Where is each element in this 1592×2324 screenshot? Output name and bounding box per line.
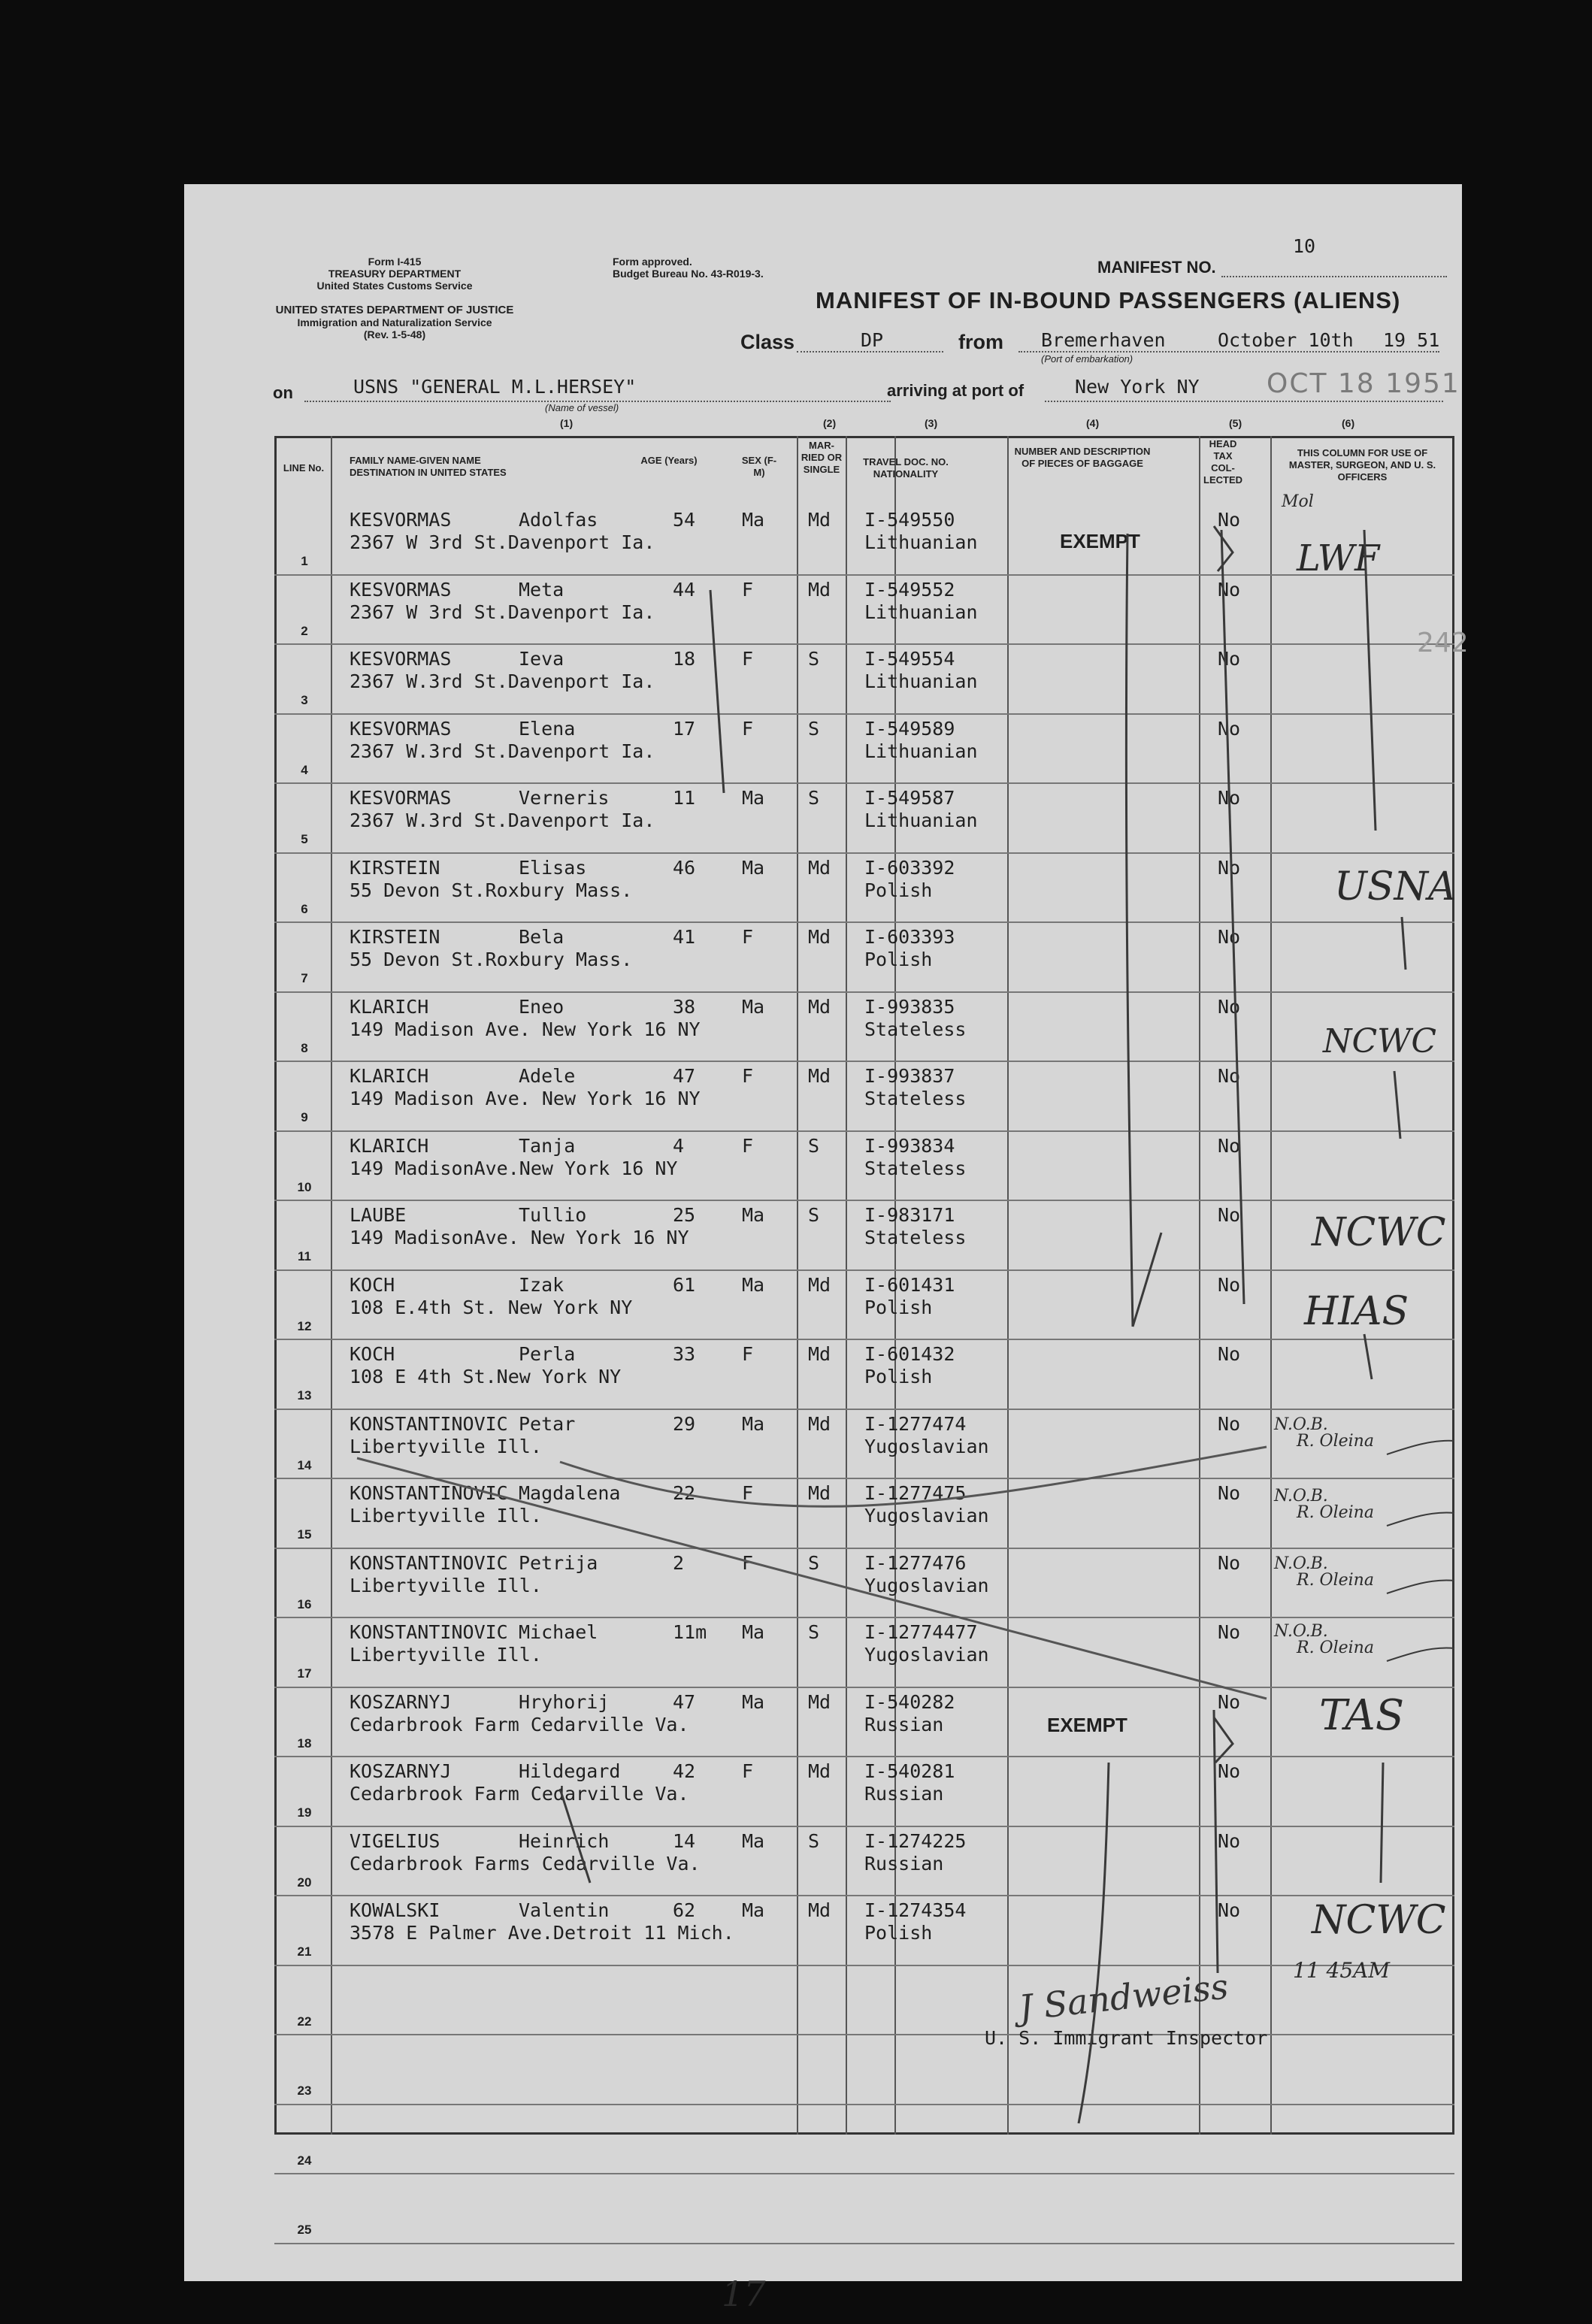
row-doc: I-1274354: [864, 1899, 967, 1921]
row-age: 11: [673, 787, 696, 809]
row-tax: No: [1218, 1343, 1241, 1365]
row-sex: Ma: [742, 856, 765, 879]
row-n: 22: [297, 2014, 312, 2029]
row-name: KIRSTEIN: [350, 856, 440, 879]
row-given: Magdalena: [519, 1482, 621, 1504]
row-nat: Lithuanian: [864, 601, 978, 623]
row-sex: Ma: [742, 1204, 765, 1226]
row-divider: [274, 2034, 1454, 2035]
col-number: (3): [925, 417, 938, 429]
row-dest: Cedarbrook Farms Cedarville Va.: [350, 1852, 701, 1875]
row-nat: Polish: [864, 879, 933, 901]
row-ms: Md: [808, 1273, 831, 1296]
row-age: 14: [673, 1829, 696, 1852]
row-sex: Ma: [742, 1829, 765, 1852]
exempt-stamp: EXEMPT: [1047, 1714, 1127, 1736]
row-sex: Ma: [742, 1690, 765, 1713]
row-given: Tanja: [519, 1134, 576, 1157]
row-tax: No: [1218, 1204, 1241, 1226]
row-given: Hryhorij: [519, 1690, 610, 1713]
row-divider: [274, 1687, 1454, 1688]
row-n: 16: [297, 1596, 312, 1611]
nob-note: N.O.B. R. Oleina: [1274, 1487, 1374, 1522]
stamped-number: 242: [1417, 628, 1469, 658]
row-dest: 2367 W.3rd St.Davenport Ia.: [350, 809, 655, 831]
row-n: 25: [297, 2223, 312, 2237]
manifest-no-label: MANIFEST NO.: [1097, 258, 1216, 277]
row-doc: I-993834: [864, 1134, 955, 1157]
row-sex: Ma: [742, 1273, 765, 1296]
manifest-page: [184, 184, 1469, 2314]
row-n: 11: [298, 1249, 311, 1263]
doj-block: UNITED STATES DEPARTMENT OF JUSTICE Immigration and Naturalization Service (Rev. 1-5-48): [275, 304, 514, 340]
row-nat: Lithuanian: [864, 809, 978, 831]
row-n: 10: [297, 1179, 312, 1194]
row-given: Tullio: [519, 1204, 587, 1226]
row-nat: Russian: [864, 1852, 944, 1875]
on-label: on: [273, 383, 293, 402]
row-name: KESVORMAS: [350, 509, 452, 531]
row-divider: [274, 1339, 1454, 1340]
row-n: 6: [301, 901, 308, 916]
row-nat: Russian: [864, 1783, 944, 1805]
row-ms: Md: [808, 995, 831, 1018]
agency-note: TAS: [1319, 1691, 1405, 1740]
row-divider: [274, 1269, 1454, 1271]
row-given: Adele: [519, 1065, 576, 1087]
row-dest: Libertyville Ill.: [350, 1574, 542, 1596]
mol-note: Mol: [1282, 492, 1314, 511]
vessel-caption: (Name of vessel): [545, 402, 619, 413]
class-label: Class: [740, 331, 795, 353]
row-name: KESVORMAS: [350, 787, 452, 809]
row-age: 41: [673, 926, 696, 948]
row-ms: S: [808, 1551, 820, 1574]
row-divider: [274, 643, 1454, 645]
row-n: 13: [297, 1388, 312, 1403]
row-n: 15: [297, 1527, 312, 1542]
row-divider: [274, 574, 1454, 576]
arriving-label: arriving at port of: [887, 381, 1025, 400]
row-doc: I-603392: [864, 856, 955, 879]
row-divider: [274, 1130, 1454, 1132]
date-value: October 10th: [1218, 329, 1354, 351]
row-dest: 149 Madison Ave. New York 16 NY: [350, 1018, 701, 1040]
row-doc: I-983171: [864, 1204, 955, 1226]
row-divider: [274, 1895, 1454, 1896]
exempt-stamp: EXEMPT: [1060, 530, 1140, 552]
row-sex: Ma: [742, 1621, 765, 1643]
agency-note: NCWC: [1323, 1022, 1437, 1061]
row-n: 20: [297, 1875, 312, 1890]
row-given: Bela: [519, 926, 564, 948]
header-officer: THIS COLUMN FOR USE OF MASTER, SURGEON, AND U. S. OFFICERS: [1288, 447, 1436, 483]
row-ms: Md: [808, 509, 831, 531]
row-n: 24: [297, 2153, 312, 2168]
row-n: 12: [297, 1318, 312, 1333]
row-name: KLARICH: [350, 1065, 429, 1087]
row-name: KOSZARNYJ: [350, 1760, 452, 1782]
row-tax: No: [1218, 1273, 1241, 1296]
row-age: 42: [673, 1760, 696, 1782]
form-approval: Form approved. Budget Bureau No. 43-R019-3.: [613, 256, 764, 280]
row-tax: No: [1218, 995, 1241, 1018]
row-name: KLARICH: [350, 1134, 429, 1157]
row-age: 11m: [673, 1621, 707, 1643]
nob-note: N.O.B. R. Oleina: [1274, 1622, 1374, 1657]
row-age: 25: [673, 1204, 696, 1226]
row-nat: Polish: [864, 1922, 933, 1944]
row-dest: 2367 W 3rd St.Davenport Ia.: [350, 601, 655, 623]
row-ms: Md: [808, 1065, 831, 1087]
row-doc: I-549589: [864, 717, 955, 740]
row-age: 18: [673, 648, 696, 670]
agency-note: NCWC: [1312, 1898, 1446, 1943]
row-doc: I-549554: [864, 648, 955, 670]
date-stamp: OCT 18 1951: [1267, 368, 1460, 399]
row-ms: Md: [808, 1343, 831, 1365]
row-name: KOSZARNYJ: [350, 1690, 452, 1713]
row-tax: No: [1218, 1621, 1241, 1643]
row-nat: Polish: [864, 949, 933, 970]
row-dest: 55 Devon St.Roxbury Mass.: [350, 879, 633, 901]
row-dest: 3578 E Palmer Ave.Detroit 11 Mich.: [350, 1922, 734, 1944]
agency-note: LWF: [1297, 537, 1380, 579]
row-ms: Md: [808, 1690, 831, 1713]
row-nat: Stateless: [864, 1018, 967, 1040]
row-sex: F: [742, 1482, 754, 1504]
row-ms: Md: [808, 926, 831, 948]
row-ms: S: [808, 1829, 820, 1852]
row-dest: 149 MadisonAve. New York 16 NY: [350, 1227, 689, 1248]
row-nat: Yugoslavian: [864, 1574, 989, 1596]
row-divider: [274, 1965, 1454, 1966]
row-ms: Md: [808, 1482, 831, 1504]
row-ms: S: [808, 717, 820, 740]
row-n: 2: [301, 623, 308, 638]
manifest-title: MANIFEST OF IN-BOUND PASSENGERS (ALIENS): [816, 287, 1401, 313]
row-n: 21: [297, 1944, 312, 1959]
row-given: Heinrich: [519, 1829, 610, 1852]
row-dest: Cedarbrook Farm Cedarville Va.: [350, 1713, 689, 1735]
row-divider: [274, 2243, 1454, 2244]
row-n: 8: [301, 1040, 308, 1055]
row-divider: [274, 852, 1454, 854]
row-name: KONSTANTINOVIC: [350, 1412, 508, 1435]
row-sex: Ma: [742, 995, 765, 1018]
row-tax: No: [1218, 1065, 1241, 1087]
page-number: 17: [722, 2274, 766, 2314]
row-tax: No: [1218, 648, 1241, 670]
row-tax: No: [1218, 1551, 1241, 1574]
row-name: KOCH: [350, 1273, 395, 1296]
col-number: (2): [823, 417, 837, 429]
row-name: KONSTANTINOVIC: [350, 1482, 508, 1504]
row-divider: [274, 991, 1454, 993]
row-tax: No: [1218, 856, 1241, 879]
row-name: KESVORMAS: [350, 717, 452, 740]
row-name: KESVORMAS: [350, 578, 452, 601]
header-sex: SEX (F-M): [741, 455, 777, 478]
row-nat: Russian: [864, 1713, 944, 1735]
row-doc: I-540281: [864, 1760, 955, 1782]
row-ms: Md: [808, 1760, 831, 1782]
row-age: 54: [673, 509, 696, 531]
col-number: (5): [1229, 417, 1242, 429]
row-age: 2: [673, 1551, 685, 1574]
row-divider: [274, 1478, 1454, 1479]
row-given: Hildegard: [519, 1760, 621, 1782]
inspector-title: U. S. Immigrant Inspector: [985, 2027, 1268, 2049]
row-nat: Yugoslavian: [864, 1644, 989, 1666]
row-dest: Libertyville Ill.: [350, 1505, 542, 1527]
row-sex: F: [742, 717, 754, 740]
port-caption: (Port of embarkation): [1041, 353, 1133, 365]
row-sex: F: [742, 926, 754, 948]
row-n: 23: [297, 2083, 312, 2098]
row-sex: Ma: [742, 787, 765, 809]
row-dest: 2367 W.3rd St.Davenport Ia.: [350, 740, 655, 762]
row-divider: [274, 1548, 1454, 1549]
nob-note: N.O.B. R. Oleina: [1274, 1415, 1374, 1451]
row-given: Eneo: [519, 995, 564, 1018]
row-sex: Ma: [742, 1412, 765, 1435]
header-line: LINE No.: [283, 462, 325, 474]
row-given: Petar: [519, 1412, 576, 1435]
row-nat: Stateless: [864, 1157, 967, 1179]
row-sex: F: [742, 1134, 754, 1157]
row-tax: No: [1218, 1760, 1241, 1782]
row-doc: I-603393: [864, 926, 955, 948]
row-tax: No: [1218, 926, 1241, 948]
row-dest: Cedarbrook Farm Cedarville Va.: [350, 1783, 689, 1805]
row-age: 22: [673, 1482, 696, 1504]
row-divider: [274, 1756, 1454, 1757]
row-doc: I-1277474: [864, 1412, 967, 1435]
row-nat: Stateless: [864, 1088, 967, 1109]
manifest-no-value: 10: [1293, 235, 1316, 257]
row-ms: Md: [808, 1899, 831, 1921]
row-doc: I-1277476: [864, 1551, 967, 1574]
row-name: KIRSTEIN: [350, 926, 440, 948]
row-nat: Polish: [864, 1366, 933, 1387]
inspector-signature: J Sandweiss: [1016, 1965, 1230, 2029]
row-n: 19: [297, 1805, 312, 1820]
arriving-port: New York NY: [1075, 376, 1200, 398]
row-nat: Lithuanian: [864, 740, 978, 762]
row-doc: I-601431: [864, 1273, 955, 1296]
agency-note: NCWC: [1312, 1210, 1446, 1255]
row-n: 5: [301, 832, 308, 846]
row-name: KLARICH: [350, 995, 429, 1018]
row-divider: [274, 1200, 1454, 1201]
row-dest: 55 Devon St.Roxbury Mass.: [350, 949, 633, 970]
header-travel: TRAVEL DOC. NO. NATIONALITY: [863, 456, 949, 480]
row-nat: Lithuanian: [864, 670, 978, 692]
row-age: 17: [673, 717, 696, 740]
row-ms: S: [808, 787, 820, 809]
col-number: (6): [1342, 417, 1355, 429]
class-value: DP: [861, 329, 884, 351]
row-tax: No: [1218, 1690, 1241, 1713]
row-divider: [274, 1061, 1454, 1062]
row-doc: I-549587: [864, 787, 955, 809]
row-tax: No: [1218, 1899, 1241, 1921]
row-doc: I-549552: [864, 578, 955, 601]
row-divider: [274, 1826, 1454, 1827]
row-ms: Md: [808, 856, 831, 879]
row-tax: No: [1218, 1134, 1241, 1157]
row-ms: Md: [808, 1412, 831, 1435]
row-divider: [274, 782, 1454, 784]
row-age: 47: [673, 1690, 696, 1713]
row-name: KONSTANTINOVIC: [350, 1551, 508, 1574]
row-given: Elisas: [519, 856, 587, 879]
row-n: 1: [301, 554, 308, 568]
row-nat: Stateless: [864, 1227, 967, 1248]
col-number: (1): [560, 417, 574, 429]
row-given: Ieva: [519, 648, 564, 670]
row-tax: No: [1218, 787, 1241, 809]
row-ms: S: [808, 1134, 820, 1157]
row-divider: [274, 2173, 1454, 2174]
year-value: 19 51: [1383, 329, 1440, 351]
row-doc: I-1274225: [864, 1829, 967, 1852]
row-sex: F: [742, 1760, 754, 1782]
row-age: 61: [673, 1273, 696, 1296]
row-tax: No: [1218, 509, 1241, 531]
row-given: Elena: [519, 717, 576, 740]
row-tax: No: [1218, 1482, 1241, 1504]
row-divider: [274, 1409, 1454, 1410]
row-dest: 2367 W.3rd St.Davenport Ia.: [350, 670, 655, 692]
row-age: 4: [673, 1134, 685, 1157]
row-n: 17: [297, 1666, 312, 1681]
row-given: Valentin: [519, 1899, 610, 1921]
row-age: 44: [673, 578, 696, 601]
row-tax: No: [1218, 717, 1241, 740]
col-number: (4): [1086, 417, 1100, 429]
row-age: 46: [673, 856, 696, 879]
row-doc: I-1277475: [864, 1482, 967, 1504]
row-age: 38: [673, 995, 696, 1018]
row-name: KESVORMAS: [350, 648, 452, 670]
row-age: 33: [673, 1343, 696, 1365]
row-n: 14: [297, 1457, 312, 1472]
row-dest: 149 Madison Ave. New York 16 NY: [350, 1088, 701, 1109]
row-dest: 2367 W 3rd St.Davenport Ia.: [350, 531, 655, 553]
row-divider: [274, 921, 1454, 923]
row-doc: I-12774477: [864, 1621, 978, 1643]
row-dest: 108 E.4th St. New York NY: [350, 1296, 633, 1318]
row-ms: S: [808, 1204, 820, 1226]
row-dest: Libertyville Ill.: [350, 1435, 542, 1457]
row-doc: I-993835: [864, 995, 955, 1018]
row-ms: S: [808, 648, 820, 670]
form-number-block: Form I-415 TREASURY DEPARTMENT United States Customs Service: [316, 256, 473, 292]
from-label: from: [958, 331, 1003, 353]
row-divider: [274, 713, 1454, 715]
row-sex: F: [742, 1551, 754, 1574]
row-sex: F: [742, 1065, 754, 1087]
agency-note: HIAS: [1304, 1289, 1409, 1334]
agency-note: USNA: [1334, 864, 1457, 909]
row-nat: Yugoslavian: [864, 1505, 989, 1527]
row-divider: [274, 1617, 1454, 1618]
row-name: KONSTANTINOVIC: [350, 1621, 508, 1643]
header-married: MAR-RIED OR SINGLE: [801, 440, 843, 475]
row-n: 3: [301, 693, 308, 707]
row-dest: 108 E 4th St.New York NY: [350, 1366, 622, 1387]
row-age: 29: [673, 1412, 696, 1435]
row-ms: Md: [808, 578, 831, 601]
row-n: 4: [301, 762, 308, 777]
row-doc: I-540282: [864, 1690, 955, 1713]
row-doc: I-549550: [864, 509, 955, 531]
row-nat: Polish: [864, 1296, 933, 1318]
row-tax: No: [1218, 578, 1241, 601]
vessel-name: USNS "GENERAL M.L.HERSEY": [353, 376, 637, 398]
header-tax: HEAD TAX COL-LECTED: [1203, 438, 1242, 486]
row-dest: 149 MadisonAve.New York 16 NY: [350, 1157, 678, 1179]
row-name: LAUBE: [350, 1204, 407, 1226]
row-given: Izak: [519, 1273, 564, 1296]
row-name: VIGELIUS: [350, 1829, 440, 1852]
row-dest: Libertyville Ill.: [350, 1644, 542, 1666]
row-n: 9: [301, 1110, 308, 1124]
row-sex: Ma: [742, 1899, 765, 1921]
row-given: Adolfas: [519, 509, 598, 531]
header-name: FAMILY NAME-GIVEN NAME DESTINATION IN UNITED STATES: [350, 455, 507, 478]
row-sex: Ma: [742, 509, 765, 531]
header-baggage: NUMBER AND DESCRIPTION OF PIECES OF BAGGAGE: [1014, 446, 1151, 469]
row-sex: F: [742, 1343, 754, 1365]
row-n: 18: [297, 1735, 312, 1751]
row-sex: F: [742, 648, 754, 670]
row-divider: [274, 2104, 1454, 2105]
row-tax: No: [1218, 1412, 1241, 1435]
row-nat: Yugoslavian: [864, 1435, 989, 1457]
row-tax: No: [1218, 1829, 1241, 1852]
header-age: AGE (Years): [640, 455, 698, 466]
row-doc: I-993837: [864, 1065, 955, 1087]
row-given: Perla: [519, 1343, 576, 1365]
row-name: KOWALSKI: [350, 1899, 440, 1921]
row-nat: Lithuanian: [864, 531, 978, 553]
row-age: 62: [673, 1899, 696, 1921]
row-given: Michael: [519, 1621, 598, 1643]
row-age: 47: [673, 1065, 696, 1087]
row-n: 7: [301, 971, 308, 985]
row-given: Meta: [519, 578, 564, 601]
row-sex: F: [742, 578, 754, 601]
row-ms: S: [808, 1621, 820, 1643]
row-name: KOCH: [350, 1343, 395, 1365]
row-given: Verneris: [519, 787, 610, 809]
time-note: 11 45AM: [1293, 1958, 1391, 1983]
nob-note: N.O.B. R. Oleina: [1274, 1554, 1374, 1590]
row-given: Petrija: [519, 1551, 598, 1574]
from-value: Bremerhaven: [1041, 329, 1166, 351]
row-doc: I-601432: [864, 1343, 955, 1365]
